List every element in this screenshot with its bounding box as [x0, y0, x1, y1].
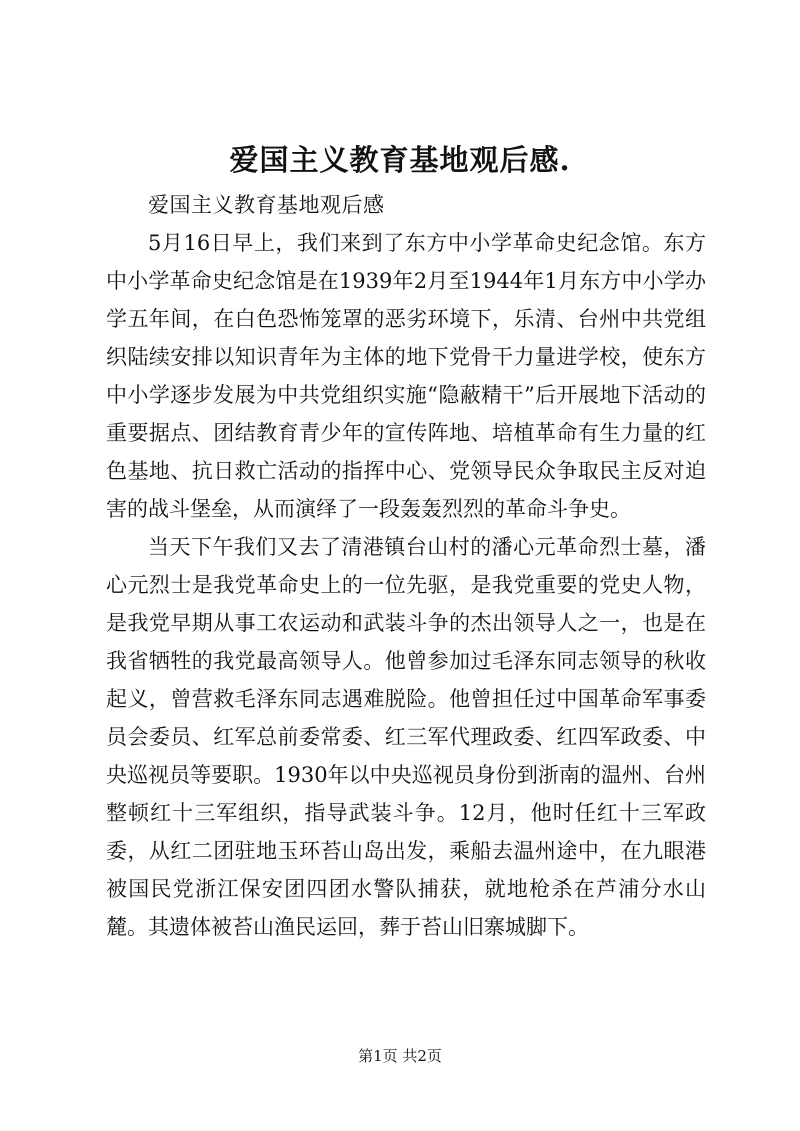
page-footer: 第1页 共2页: [358, 1047, 442, 1065]
paragraph-2: 当天下午我们又去了清港镇台山村的潘心元革命烈士墓，潘心元烈士是我党革命史上的一位先驱，是我党重要的党史人物，是我党早期从事工农运动和武装斗争的杰出领导人之一，也是在我省牺牲的我党最高领导人。他曾参加过毛泽东同志领导的秋收起义，曾营救毛泽东同志遇难脱险。他曾担任过中国革命军事委员会委员、红军总前委常委、红三军代理政委、红四军政委、中央巡视员等要职。1930年以中央巡视员身份到浙南的温州、台州整顿红十三军组织，指导武装斗争。12月，他时任红十三军政委，从红二团驻地玉环苔山岛出发，乘船去温州途中，在九眼港被国民党浙江保安团四团水警队捕获，就地枪杀在芦浦分水山麓。其遗体被苔山渔民运回，葬于苔山旧寨城脚下。: [106, 535, 706, 939]
paragraph-subtitle: 爱国主义教育基地观后感: [148, 193, 385, 217]
document-title: 爱国主义教育基地观后感.: [229, 143, 571, 177]
paragraph-1: 5月16日早上，我们来到了东方中小学革命史纪念馆。东方中小学革命史纪念馆是在1939年2月至1944年1月东方中小学办学五年间，在白色恐怖笼罩的恶劣环境下，乐清、台州中共党组织陆续安排以知识青年为主体的地下党骨干力量进学校，使东方中小学逐步发展为中共党组织实施“隐蔽精干”后开展地下活动的重要据点、团结教育青少年的宣传阵地、培植革命有生力量的红色基地、抗日救亡活动的指挥中心、党领导民众争取民主反对迫害的战斗堡垒，从而演绎了一段轰轰烈烈的革命斗争史。: [106, 231, 706, 521]
document-body: [106, 186, 706, 946]
